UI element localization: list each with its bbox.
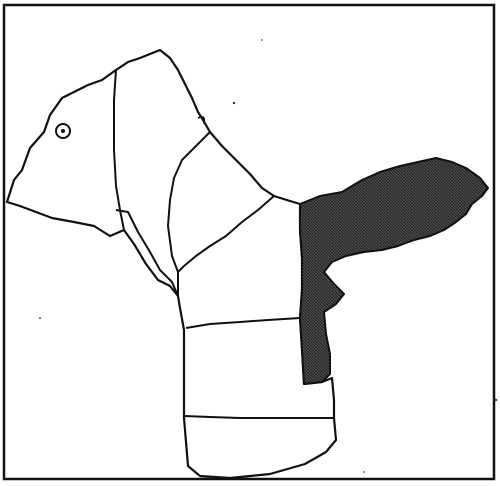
capital-marker-icon [56,124,70,138]
scan-speck [39,317,41,319]
scan-speck [363,471,365,473]
scan-speck [261,39,263,41]
scan-speck [495,399,497,401]
scan-speck [233,102,235,104]
